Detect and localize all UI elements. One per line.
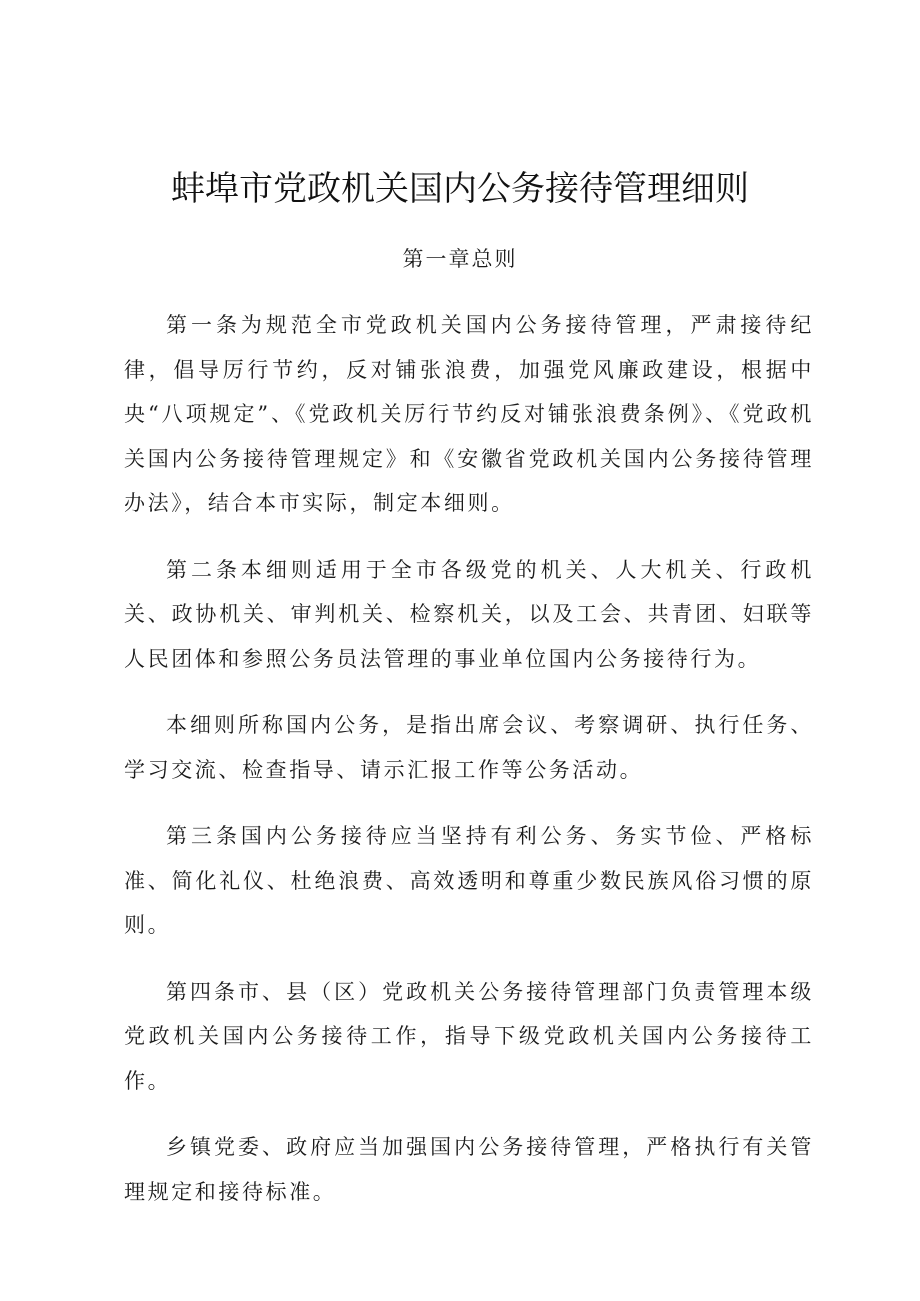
paragraph-domestic-affairs-definition: 本细则所称国内公务，是指出席会议、考察调研、执行任务、学习交流、检查指导、请示汇报工作等公务活动。 [124, 713, 814, 782]
document-title: 蚌埠市党政机关国内公务接待管理细则 [171, 169, 749, 209]
paragraph-township-management: 乡镇党委、政府应当加强国内公务接待管理，严格执行有关管理规定和接待标准。 [124, 1135, 814, 1204]
paragraph-article-3: 第三条国内公务接待应当坚持有利公务、务实节俭、严格标准、简化礼仪、杜绝浪费、高效透明和尊重少数民族风俗习惯的原则。 [124, 824, 814, 937]
paragraph-article-2: 第二条本细则适用于全市各级党的机关、人大机关、行政机关、政协机关、审判机关、检察机关，以及工会、共青团、妇联等人民团体和参照公务员法管理的事业单位国内公务接待行为。 [124, 557, 814, 671]
chapter-heading: 第一章总则 [402, 247, 518, 271]
paragraph-article-1: 第一条为规范全市党政机关国内公务接待管理，严肃接待纪律，倡导厉行节约，反对铺张浪费，加强党风廉政建设，根据中央“八项规定”、《党政机关厉行节约反对铺张浪费条例》、《党政机关国内公务接待管理规定》和《安徽省党政机关国内公务接待管理办法》，结合本市实际，制定本细则。 [124, 313, 814, 515]
document-body [124, 303, 814, 1236]
paragraph-article-4: 第四条市、县（区）党政机关公务接待管理部门负责管理本级党政机关国内公务接待工作，指导下级党政机关国内公务接待工作。 [124, 979, 814, 1093]
